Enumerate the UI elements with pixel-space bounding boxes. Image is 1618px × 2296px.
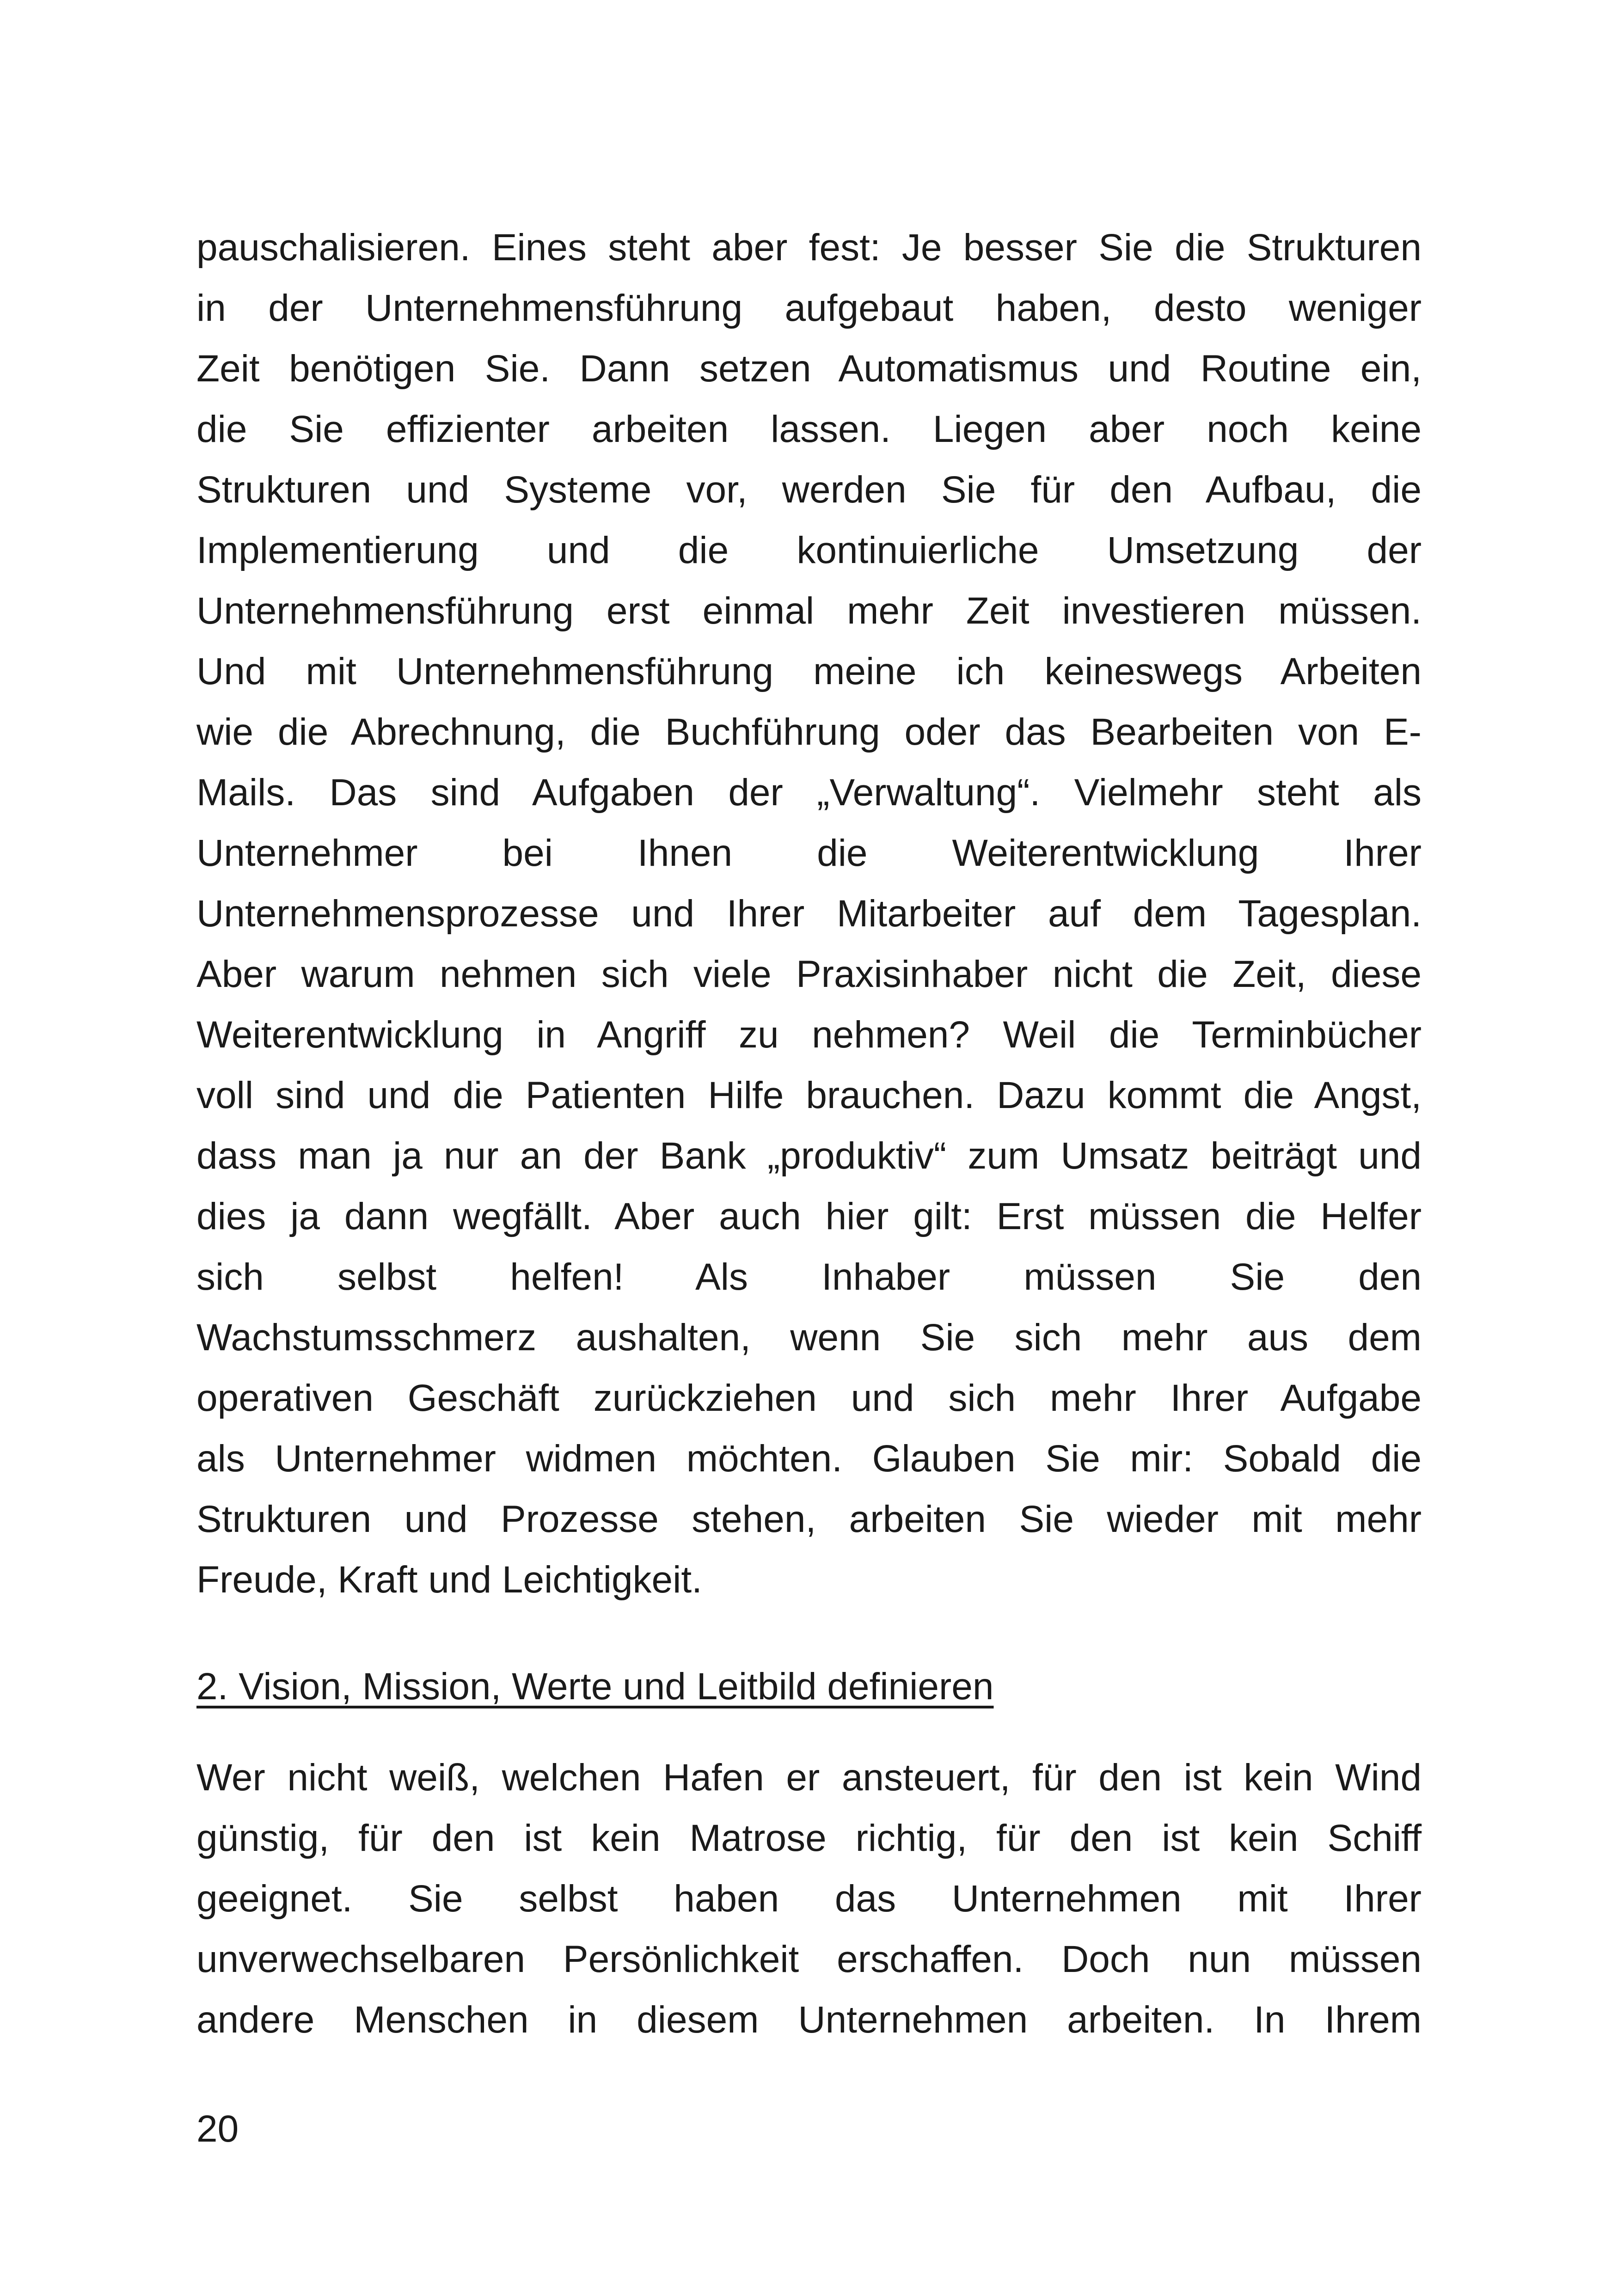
body-paragraph-2	[196, 1747, 1422, 2050]
text-line: Aber warum nehmen sich viele Praxisinhaber nicht die Zeit, diese	[196, 953, 1422, 995]
text-line: günstig, für den ist kein Matrose richtig, für den ist kein Schiff	[196, 1817, 1422, 1859]
text-line: Wachstumsschmerz aushalten, wenn Sie sich mehr aus dem	[196, 1316, 1422, 1359]
text-line: Weiterentwicklung in Angriff zu nehmen? Weil die Terminbücher	[196, 1014, 1422, 1056]
text-line: in der Unternehmensführung aufgebaut haben, desto weniger	[196, 287, 1422, 329]
text-line: Und mit Unternehmensführung meine ich keineswegs Arbeiten	[196, 650, 1422, 692]
text-line: Freude, Kraft und Leichtigkeit.	[196, 1559, 702, 1601]
text-line: sich selbst helfen! Als Inhaber müssen Sie den	[196, 1256, 1422, 1298]
text-line: Strukturen und Systeme vor, werden Sie für den Aufbau, die	[196, 469, 1422, 511]
text-line: Unternehmensführung erst einmal mehr Zeit investieren müssen.	[196, 590, 1422, 632]
text-line: dass man ja nur an der Bank „produktiv“ zum Umsatz beiträgt und	[196, 1135, 1422, 1177]
text-line: pauschalisieren. Eines steht aber fest: Je besser Sie die Strukturen	[196, 227, 1422, 269]
text-line: Unternehmer bei Ihnen die Weiterentwicklung Ihrer	[196, 832, 1422, 874]
body-paragraph-1	[196, 217, 1422, 1610]
page-number: 20	[196, 2108, 239, 2150]
section-heading: 2. Vision, Mission, Werte und Leitbild definieren	[196, 1665, 994, 1708]
text-line: Implementierung und die kontinuierliche Umsetzung der	[196, 529, 1422, 571]
text-line: voll sind und die Patienten Hilfe brauchen. Dazu kommt die Angst,	[196, 1074, 1422, 1116]
text-line: geeignet. Sie selbst haben das Unternehmen mit Ihrer	[196, 1878, 1422, 1920]
text-line: wie die Abrechnung, die Buchführung oder das Bearbeiten von E-	[196, 711, 1422, 753]
text-line: die Sie effizienter arbeiten lassen. Liegen aber noch keine	[196, 408, 1422, 450]
text-line: unverwechselbaren Persönlichkeit erschaffen. Doch nun müssen	[196, 1938, 1422, 1980]
text-line: Mails. Das sind Aufgaben der „Verwaltung“. Vielmehr steht als	[196, 771, 1422, 814]
text-line: Strukturen und Prozesse stehen, arbeiten Sie wieder mit mehr	[196, 1498, 1422, 1540]
text-line: Wer nicht weiß, welchen Hafen er ansteuert, für den ist kein Wind	[196, 1757, 1422, 1799]
text-line: als Unternehmer widmen möchten. Glauben Sie mir: Sobald die	[196, 1438, 1422, 1480]
text-line: operativen Geschäft zurückziehen und sich mehr Ihrer Aufgabe	[196, 1377, 1422, 1419]
text-line: Zeit benötigen Sie. Dann setzen Automatismus und Routine ein,	[196, 348, 1422, 390]
text-line: andere Menschen in diesem Unternehmen arbeiten. In Ihrem	[196, 1999, 1422, 2041]
text-line: dies ja dann wegfällt. Aber auch hier gilt: Erst müssen die Helfer	[196, 1195, 1422, 1237]
text-line: Unternehmensprozesse und Ihrer Mitarbeiter auf dem Tagesplan.	[196, 893, 1422, 935]
